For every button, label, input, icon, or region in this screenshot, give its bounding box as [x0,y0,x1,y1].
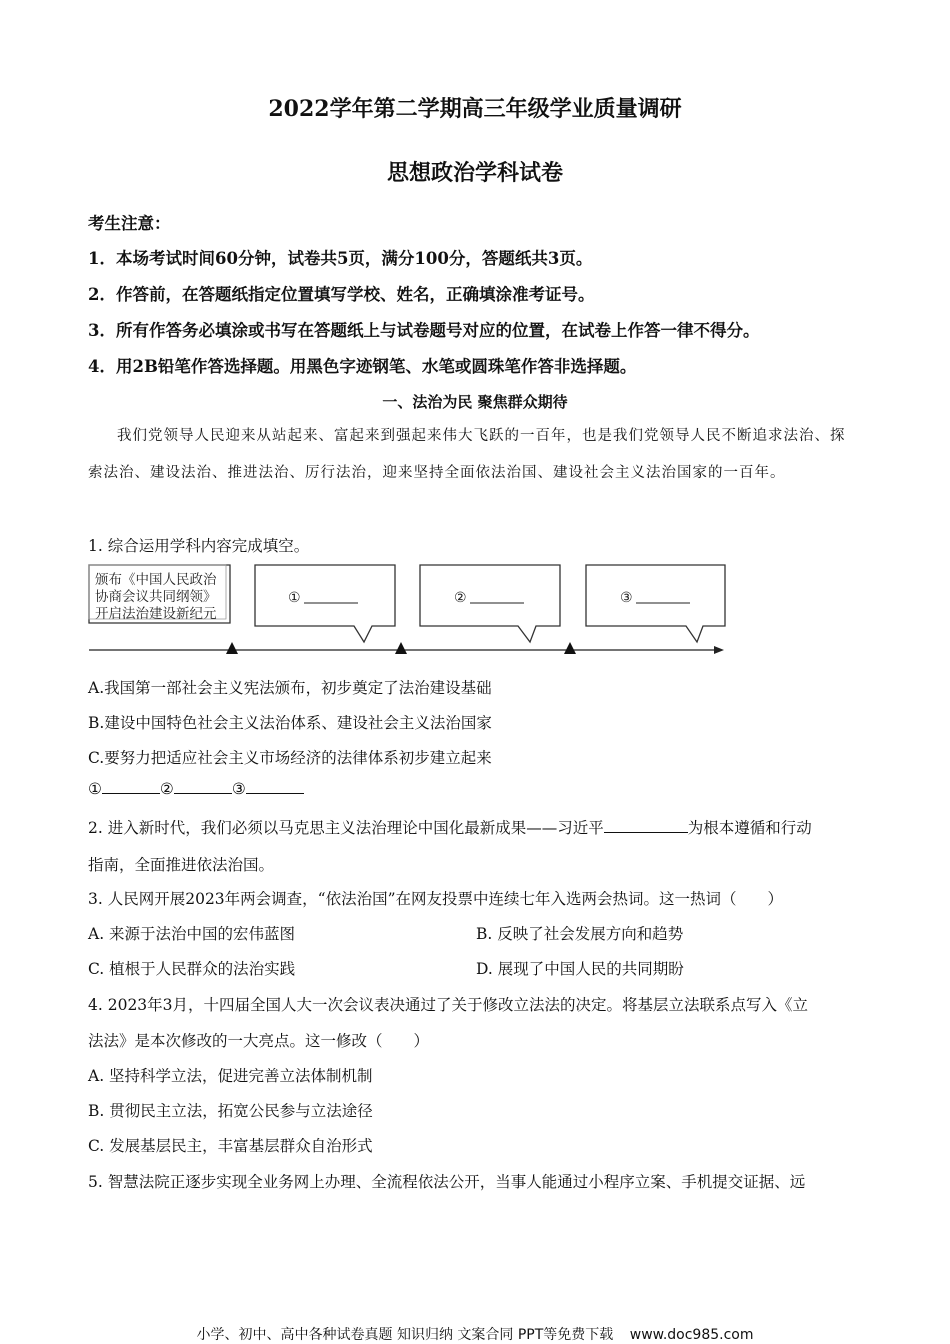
callout-blank-3: ③ [620,590,633,606]
q3-option-b: B. 反映了社会发展方向和趋势 [476,925,684,943]
answer-blank-2[interactable] [174,793,232,794]
answer-label-1: ① [88,780,102,798]
section-intro: 我们党领导人民迎来从站起来、富起来到强起来伟大飞跃的一百年，也是我们党领导人民不断追求法治、探索法治、建设法治、推进法治、厉行法治，迎来坚持全面依法治国、建设社会主义法治国家的一百年。 [88,428,846,481]
notice-item-4: 4．用2B铅笔作答选择题。用黑色字迹钢笔、水笔或圆珠笔作答非选择题。 [88,357,637,376]
footer-site-link[interactable]: www.doc985.com [629,1327,754,1343]
timeline-marker-1 [226,642,238,654]
notice-item-1: 1．本场考试时间60分钟，试卷共5页，满分100分，答题纸共3页。 [88,249,593,268]
answer-blank-1[interactable] [102,793,160,794]
page-footer [0,1324,950,1344]
q2-pre: 2. 进入新时代，我们必须以马克思主义法治理论中国化最新成果——习近平 [88,819,604,837]
q2-stem-line2: 指南，全面推进依法治国。 [88,856,275,874]
timeline-arrowhead [714,646,724,654]
q2-blank[interactable] [604,832,688,833]
q1-answer-blanks [88,780,304,798]
notice-item-2: 2．作答前，在答题纸指定位置填写学校、姓名，正确填涂准考证号。 [88,285,595,304]
q2-stem-line1 [88,816,812,838]
notice-item-3: 3．所有作答务必填涂或书写在答题纸上与试卷题号对应的位置，在试卷上作答一律不得分。 [88,321,760,340]
exam-title: 2022学年第二学期高三年级学业质量调研 [268,96,682,122]
q4-stem-line2: 法法》是本次修改的一大亮点。这一修改（ ） [88,1032,430,1050]
q5-stem-line1: 5. 智慧法院正逐步实现全业务网上办理、全流程依法公开，当事人能通过小程序立案、手机提交证据、远 [88,1173,806,1191]
q1-option-b: B.建设中国特色社会主义法治体系、建设社会主义法治国家 [88,714,492,732]
callout-blank-2: ② [454,590,467,606]
q3-stem: 3. 人民网开展2023年两会调查，“依法治国”在网友投票中连续七年入选两会热词。这一热词（ ） [88,890,784,908]
q1-stem: 1. 综合运用学科内容完成填空。 [88,537,310,555]
timeline-marker-3 [564,642,576,654]
q3-option-c: C. 植根于人民群众的法治实践 [88,960,296,978]
footer-text: 小学、初中、高中各种试卷真题 知识归纳 文案合同 PPT等免费下载 [196,1327,614,1343]
q3-option-d: D. 展现了中国人民的共同期盼 [476,960,684,978]
answer-label-2: ② [159,780,174,798]
q4-option-a: A. 坚持科学立法，促进完善立法体制机制 [88,1067,373,1085]
timeline-diagram [0,0,950,670]
q2-post: 为根本遵循和行动 [687,819,812,837]
q1-option-a: A.我国第一部社会主义宪法颁布，初步奠定了法治建设基础 [88,679,492,697]
timeline-marker-2 [395,642,407,654]
section-title: 一、法治为民 聚焦群众期待 [382,393,568,411]
box1-line2: 协商会议共同纲领》 [95,589,217,605]
exam-subtitle: 思想政治学科试卷 [386,160,563,186]
box1-line1: 颁布《中国人民政治 [95,572,217,588]
callout-blank-1: ① [288,590,301,606]
q1-option-c: C.要努力把适应社会主义市场经济的法律体系初步建立起来 [88,749,492,767]
answer-blank-3[interactable] [246,793,304,794]
q4-option-b: B. 贯彻民主立法，拓宽公民参与立法途径 [88,1102,373,1120]
q3-option-a: A. 来源于法治中国的宏伟蓝图 [88,925,296,943]
notice-heading: 考生注意： [88,214,171,233]
box1-line3: 开启法治建设新纪元 [95,606,217,622]
q4-option-c: C. 发展基层民主，丰富基层群众自治形式 [88,1137,373,1155]
q4-stem-line1: 4. 2023年3月，十四届全国人大一次会议表决通过了关于修改立法法的决定。将基层立法联系点写入《立 [88,996,809,1014]
answer-label-3: ③ [231,780,246,798]
